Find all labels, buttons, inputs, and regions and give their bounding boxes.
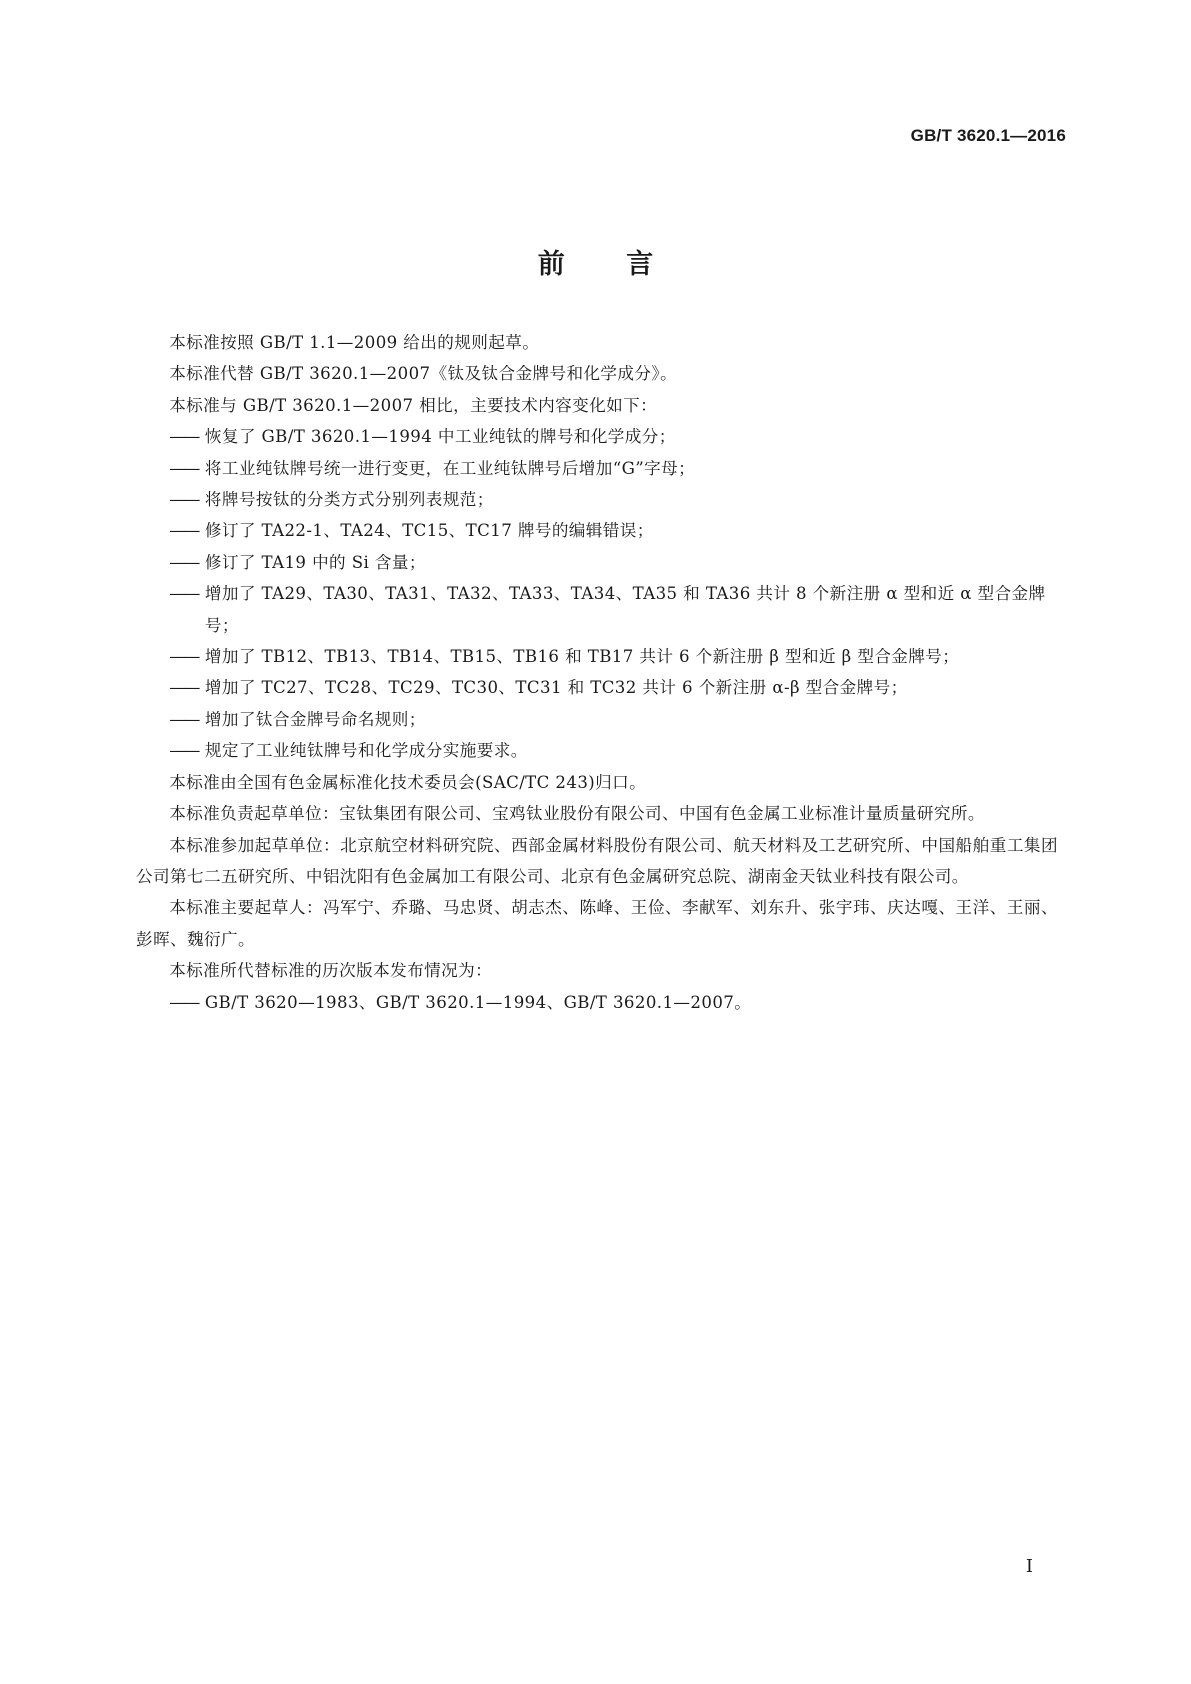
dash-marker: —— — [169, 552, 199, 572]
list-item-text: 恢复了 GB/T 3620.1—1994 中工业纯钛的牌号和化学成分； — [204, 427, 676, 447]
paragraph: 本标准与 GB/T 3620.1—2007 相比，主要技术内容变化如下： — [169, 395, 658, 415]
dash-marker: —— — [169, 992, 199, 1012]
list-item — [136, 704, 1058, 735]
paragraph: 本标准代替 GB/T 3620.1—2007《钛及钛合金牌号和化学成分》。 — [169, 364, 678, 384]
list-item — [136, 484, 1058, 515]
list-item — [136, 672, 1058, 703]
paragraph: 本标准所代替标准的历次版本发布情况为： — [169, 961, 493, 981]
list-item — [136, 735, 1058, 766]
dash-marker: —— — [169, 458, 199, 478]
paragraph: 本标准负责起草单位：宝钛集团有限公司、宝鸡钛业股份有限公司、中国有色金属工业标准计量质量研究所。 — [169, 804, 985, 824]
list-item — [136, 421, 1058, 452]
list-item — [136, 453, 1058, 484]
list-item-text: 将工业纯钛牌号统一进行变更，在工业纯钛牌号后增加“G”字母； — [204, 458, 696, 478]
list-item — [136, 578, 1058, 641]
list-item-text: 将牌号按钛的分类方式分别列表规范； — [204, 490, 494, 510]
standard-number: GB/T 3620.1—2016 — [910, 126, 1066, 145]
dash-marker: —— — [169, 709, 199, 729]
list-item-text: 修订了 TA22-1、TA24、TC15、TC17 牌号的编辑错误； — [204, 521, 654, 541]
list-item-text: 增加了 TA29、TA30、TA31、TA32、TA33、TA34、TA35 和 TA36 共计 8 个新注册 α 型和近 α 型合金牌号； — [204, 584, 1046, 635]
list-item-text: 规定了工业纯钛牌号和化学成分实施要求。 — [204, 741, 528, 761]
list-item — [136, 515, 1058, 546]
list-item-text: 增加了 TC27、TC28、TC29、TC30、TC31 和 TC32 共计 6 个新注册 α-β 型合金牌号； — [204, 678, 908, 698]
paragraph: 本标准主要起草人：冯军宁、乔璐、马忠贤、胡志杰、陈峰、王俭、李献军、刘东升、张宇玮、庆达嘎、王洋、王丽、彭晖、魏衍广。 — [136, 898, 1058, 949]
foreword-body — [136, 327, 1058, 1018]
paragraph: 本标准参加起草单位：北京航空材料研究院、西部金属材料股份有限公司、航天材料及工艺研究所、中国船舶重工集团公司第七二五研究所、中铝沈阳有色金属加工有限公司、北京有色金属研究总院、湖南金天钛业科技有限公司。 — [136, 835, 1058, 886]
dash-marker: —— — [169, 741, 199, 761]
history-list-item — [136, 987, 1058, 1018]
list-item — [136, 547, 1058, 578]
history-item-text: GB/T 3620—1983、GB/T 3620.1—1994、GB/T 3620.1—2007。 — [204, 992, 752, 1012]
dash-marker: —— — [169, 678, 199, 698]
list-item-text: 增加了钛合金牌号命名规则； — [204, 709, 426, 729]
paragraph: 本标准按照 GB/T 1.1—2009 给出的规则起草。 — [169, 333, 540, 352]
dash-marker: —— — [169, 521, 199, 541]
page-number: I — [1025, 1556, 1033, 1577]
list-item-text: 修订了 TA19 中的 Si 含量； — [204, 552, 426, 572]
dash-marker: —— — [169, 490, 199, 510]
paragraph: 本标准由全国有色金属标准化技术委员会(SAC/TC 243)归口。 — [169, 772, 647, 792]
dash-marker: —— — [169, 584, 199, 604]
dash-marker: —— — [169, 647, 199, 667]
list-item — [136, 641, 1058, 672]
dash-marker: —— — [169, 427, 199, 447]
list-item-text: 增加了 TB12、TB13、TB14、TB15、TB16 和 TB17 共计 6 个新注册 β 型和近 β 型合金牌号； — [204, 647, 960, 667]
page-title: 前 言 — [537, 249, 680, 281]
